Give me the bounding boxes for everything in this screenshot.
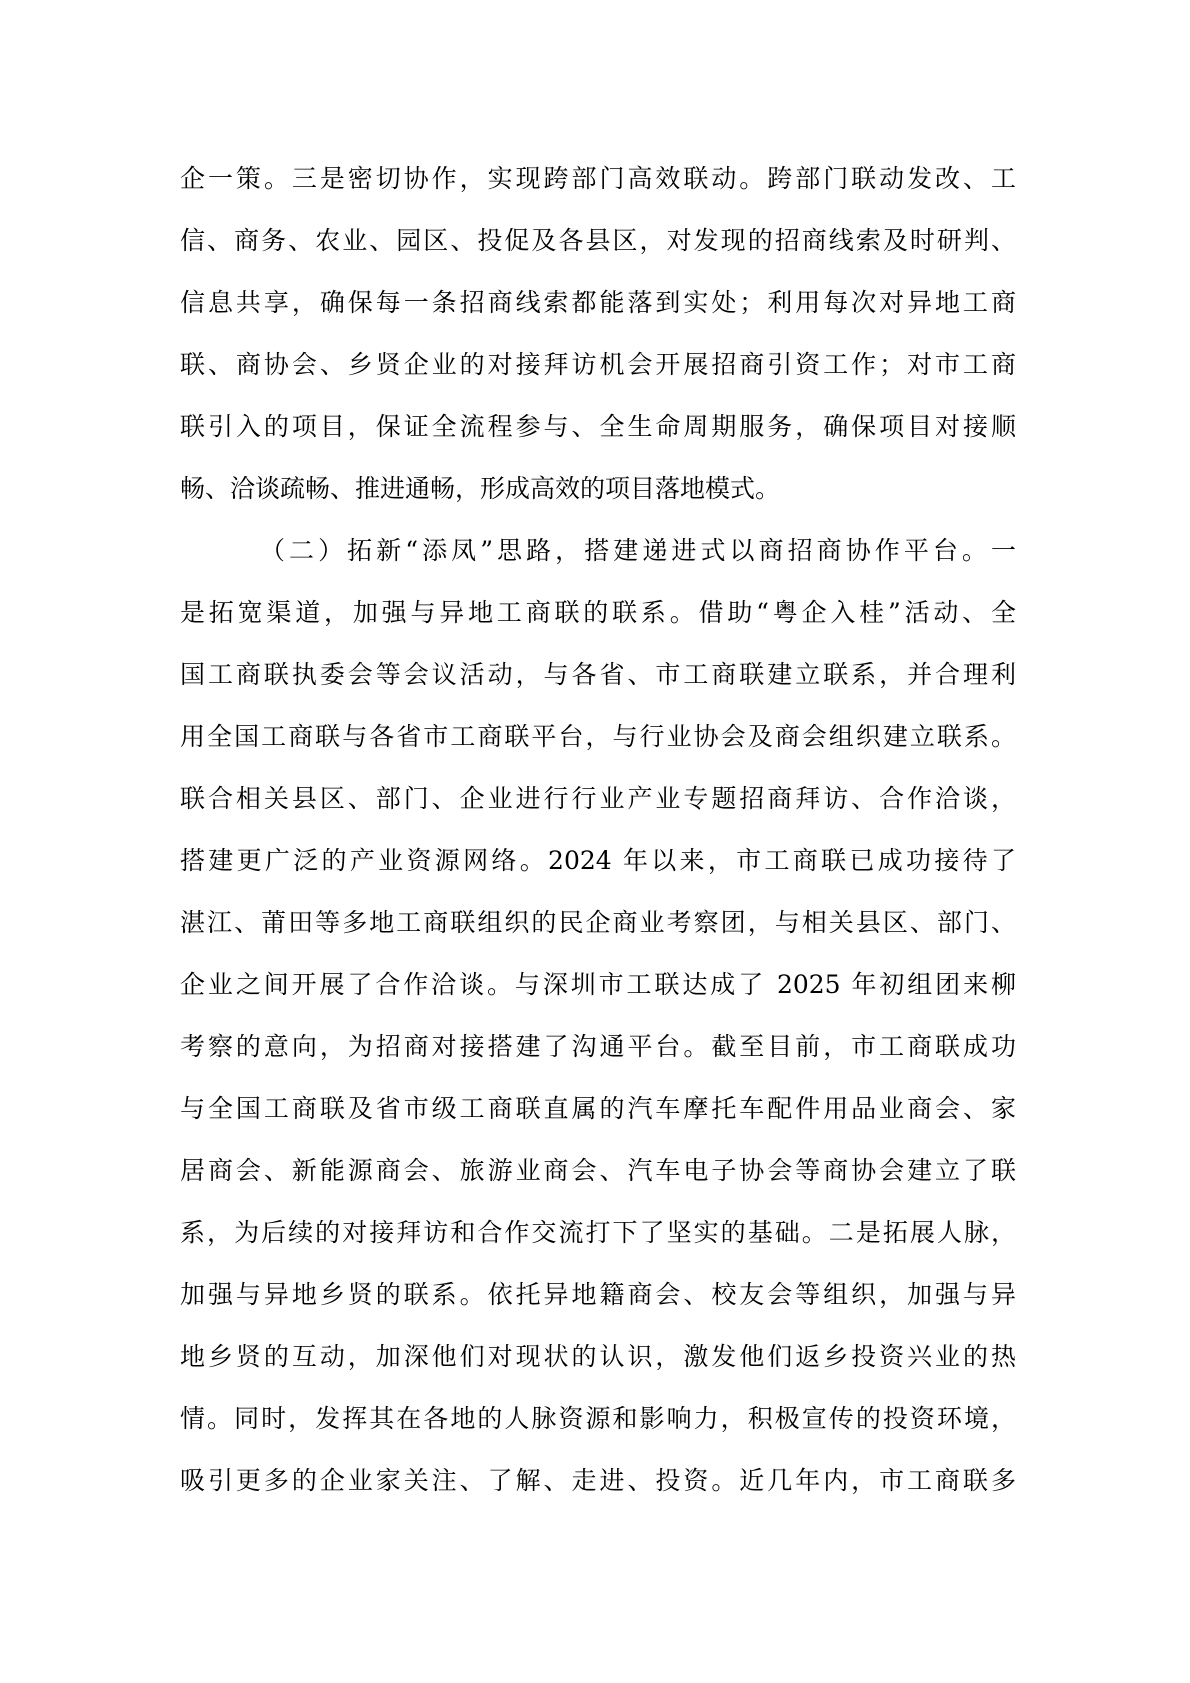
text-line: 居商会、新能源商会、旅游业商会、汽车电子协会等商协会建立了联: [180, 1156, 1016, 1185]
text-line: 用全国工商联与各省市工商联平台，与行业协会及商会组织建立联系。: [180, 722, 1016, 751]
text-line: 与全国工商联及省市级工商联直属的汽车摩托车配件用品业商会、家: [180, 1094, 1016, 1123]
text-line: 联合相关县区、部门、企业进行行业产业专题招商拜访、合作洽谈，: [180, 784, 1016, 813]
text-line: 考察的意向，为招商对接搭建了沟通平台。截至目前，市工商联成功: [180, 1032, 1016, 1061]
text-line: 企一策。三是密切协作，实现跨部门高效联动。跨部门联动发改、工: [180, 164, 1016, 193]
text-line: 加强与异地乡贤的联系。依托异地籍商会、校友会等组织，加强与异: [180, 1280, 1016, 1309]
text-line: 情。同时，发挥其在各地的人脉资源和影响力，积极宣传的投资环境，: [180, 1404, 1016, 1433]
text-line: 企业之间开展了合作洽谈。与深圳市工联达成了 2025 年初组团来柳: [180, 970, 1016, 999]
text-line: 国工商联执委会等会议活动，与各省、市工商联建立联系，并合理利: [180, 660, 1016, 689]
body-text: [180, 148, 1016, 1512]
text-line: 信息共享，确保每一条招商线索都能落到实处；利用每次对异地工商: [180, 288, 1016, 317]
section-heading-line: （二）拓新“添凤”思路，搭建递进式以商招商协作平台。一: [260, 536, 1016, 565]
text-line: 畅、洽谈疏畅、推进通畅，形成高效的项目落地模式。: [180, 474, 781, 503]
text-line: 系，为后续的对接拜访和合作交流打下了坚实的基础。二是拓展人脉，: [180, 1218, 1016, 1247]
text-line: 联、商协会、乡贤企业的对接拜访机会开展招商引资工作；对市工商: [180, 350, 1016, 379]
text-line: 搭建更广泛的产业资源网络。2024 年以来，市工商联已成功接待了: [180, 846, 1016, 875]
text-line: 是拓宽渠道，加强与异地工商联的联系。借助“粤企入桂”活动、全: [180, 598, 1016, 627]
text-line: 联引入的项目，保证全流程参与、全生命周期服务，确保项目对接顺: [180, 412, 1016, 441]
text-line: 吸引更多的企业家关注、了解、走进、投资。近几年内，市工商联多: [180, 1466, 1016, 1495]
text-line: 地乡贤的互动，加深他们对现状的认识，激发他们返乡投资兴业的热: [180, 1342, 1016, 1371]
text-line: 信、商务、农业、园区、投促及各县区，对发现的招商线索及时研判、: [180, 226, 1016, 255]
text-line: 湛江、莆田等多地工商联组织的民企商业考察团，与相关县区、部门、: [180, 908, 1016, 937]
